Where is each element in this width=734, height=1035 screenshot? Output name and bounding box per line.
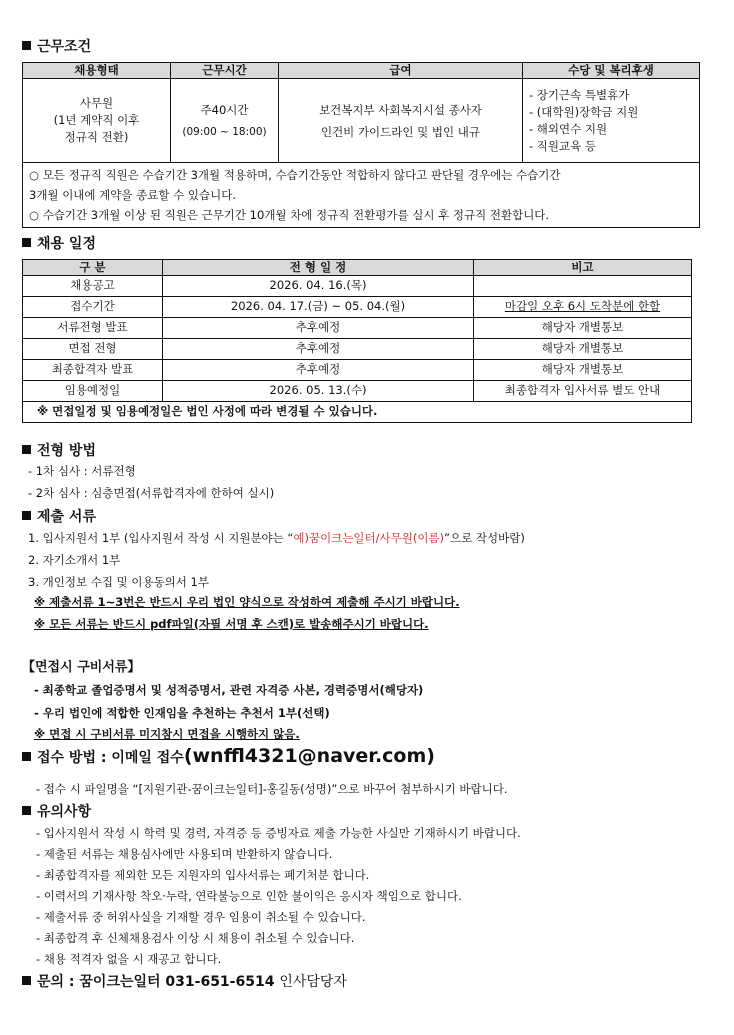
list-item: - 최종합격 후 신체채용검사 이상 시 채용이 취소될 수 있습니다. [36, 931, 355, 945]
documents-note: ※ 모든 서류는 반드시 pdf파일(자필 서명 후 스캔)로 발송해주시기 바랍니다. [34, 617, 429, 631]
cautions-heading: 유의사항 [22, 801, 91, 821]
documents-heading: 제출 서류 [22, 506, 96, 526]
col-header: 근무시간 [171, 63, 279, 79]
list-item: 2. 자기소개서 1부 [28, 553, 121, 567]
square-bullet-icon [22, 976, 31, 985]
list-item: - 입사지원서 작성 시 학력 및 경력, 자격증 등 증빙자료 제출 가능한 사실만 기재하시기 바랍니다. [36, 826, 521, 840]
square-bullet-icon [22, 238, 31, 247]
table-row: 최종합격자 발표 추후예정 해당자 개별통보 [23, 360, 692, 381]
list-item: - 최종학교 졸업증명서 및 성적증명서, 관련 자격증 사본, 경력증명서(해당자) [34, 683, 424, 697]
table-row: 채용공고 2026. 04. 16.(목) [23, 276, 692, 297]
col-header: 전 형 일 정 [163, 260, 474, 276]
submission-note: - 접수 시 파일명을 “[지원기관-꿈이크는일터]-홍길동(성명)”으로 바꾸어 첨부하시기 바랍니다. [36, 782, 508, 796]
interview-docs-heading: 【면접시 구비서류】 [22, 660, 141, 675]
benefits-cell: - 장기근속 특별휴가 - (대학원)장학금 지원 - 해외연수 지원 - 직원교육 등 [523, 79, 700, 163]
selection-heading: 전형 방법 [22, 440, 96, 460]
col-header: 비고 [474, 260, 692, 276]
table-row: 서류전형 발표 추후예정 해당자 개별통보 [23, 318, 692, 339]
list-item: - 제출서류 중 허위사실을 기재할 경우 임용이 취소될 수 있습니다. [36, 910, 366, 924]
list-item: - 제출된 서류는 채용심사에만 사용되며 반환하지 않습니다. [36, 847, 333, 861]
contact-suffix: 인사담당자 [279, 974, 347, 990]
table-row: 접수기간 2026. 04. 17.(금) ~ 05. 04.(월) 마감일 오후 6시 도착분에 한함 [23, 297, 692, 318]
work-conditions-heading: 근무조건 [22, 36, 91, 56]
table-row: 면접 전형 추후예정 해당자 개별통보 [23, 339, 692, 360]
square-bullet-icon [22, 445, 31, 454]
submission-email: (wnffl4321@naver.com) [183, 745, 435, 767]
schedule-heading: 채용 일정 [22, 233, 96, 253]
employment-type-cell: 사무원 (1년 계약직 이후 정규직 전환) [23, 79, 171, 163]
deadline-note: 마감일 오후 6시 도착분에 한함 [504, 299, 661, 314]
list-item: - 1차 심사 : 서류전형 [28, 464, 136, 478]
list-item: - 채용 적격자 없을 시 재공고 합니다. [36, 952, 222, 966]
col-header: 급여 [279, 63, 523, 79]
documents-note: ※ 제출서류 1~3번은 반드시 우리 법인 양식으로 작성하여 제출해 주시기 바랍니다. [34, 595, 460, 609]
col-header: 수당 및 복리후생 [523, 63, 700, 79]
work-conditions-table [22, 62, 700, 228]
square-bullet-icon [22, 752, 31, 761]
list-item: 1. 입사지원서 1부 (입사지원서 작성 시 지원분야는 “예)꿈이크는일터/사무원(이름)”으로 작성바람) [28, 531, 525, 545]
col-header: 구 분 [23, 260, 163, 276]
work-hours-cell: 주40시간 (09:00 ~ 18:00) [171, 79, 279, 163]
list-item: 3. 개인정보 수집 및 이용동의서 1부 [28, 575, 209, 589]
submission-heading: 접수 방법 : 이메일 접수(wnffl4321@naver.com) [22, 745, 435, 767]
interview-docs-note: ※ 면접 시 구비서류 미지참시 면접을 시행하지 않음. [34, 727, 300, 741]
application-field-example: 예)꿈이크는일터/사무원(이름) [293, 531, 445, 545]
list-item: - 우리 법인에 적합한 인재임을 추천하는 추천서 1부(선택) [34, 706, 330, 720]
schedule-table [22, 259, 692, 423]
table-row: 임용예정일 2026. 05. 13.(수) 최종합격자 입사서류 별도 안내 [23, 381, 692, 402]
list-item: - 2차 심사 : 심층면접(서류합격자에 한하여 실시) [28, 486, 275, 500]
contact-heading: 문의 : 꿈이크는일터 031-651-6514 인사담당자 [22, 971, 347, 991]
schedule-footnote: ※ 면접일정 및 임용예정일은 법인 사정에 따라 변경될 수 있습니다. [23, 402, 692, 423]
col-header: 채용형태 [23, 63, 171, 79]
list-item: - 최종합격자를 제외한 모든 지원자의 입사서류는 폐기처분 합니다. [36, 868, 370, 882]
salary-cell: 보건복지부 사회복지시설 종사자 인건비 가이드라인 및 법인 내규 [279, 79, 523, 163]
square-bullet-icon [22, 511, 31, 520]
square-bullet-icon [22, 41, 31, 50]
square-bullet-icon [22, 806, 31, 815]
probation-notice: ○ 모든 정규직 직원은 수습기간 3개월 적용하며, 수습기간동안 적합하지 않다고 판단될 경우에는 수습기간 3개월 이내에 계약을 종료할 수 있습니다. ○ 수습기간 3개월 이상 된 직원은 근무기간 10개월 차에 정규직 전환평가를 실시 후 정규직 전환합니다. [23, 163, 700, 228]
list-item: - 이력서의 기재사항 착오·누락, 연락불능으로 인한 불이익은 응시자 책임으로 합니다. [36, 889, 462, 903]
